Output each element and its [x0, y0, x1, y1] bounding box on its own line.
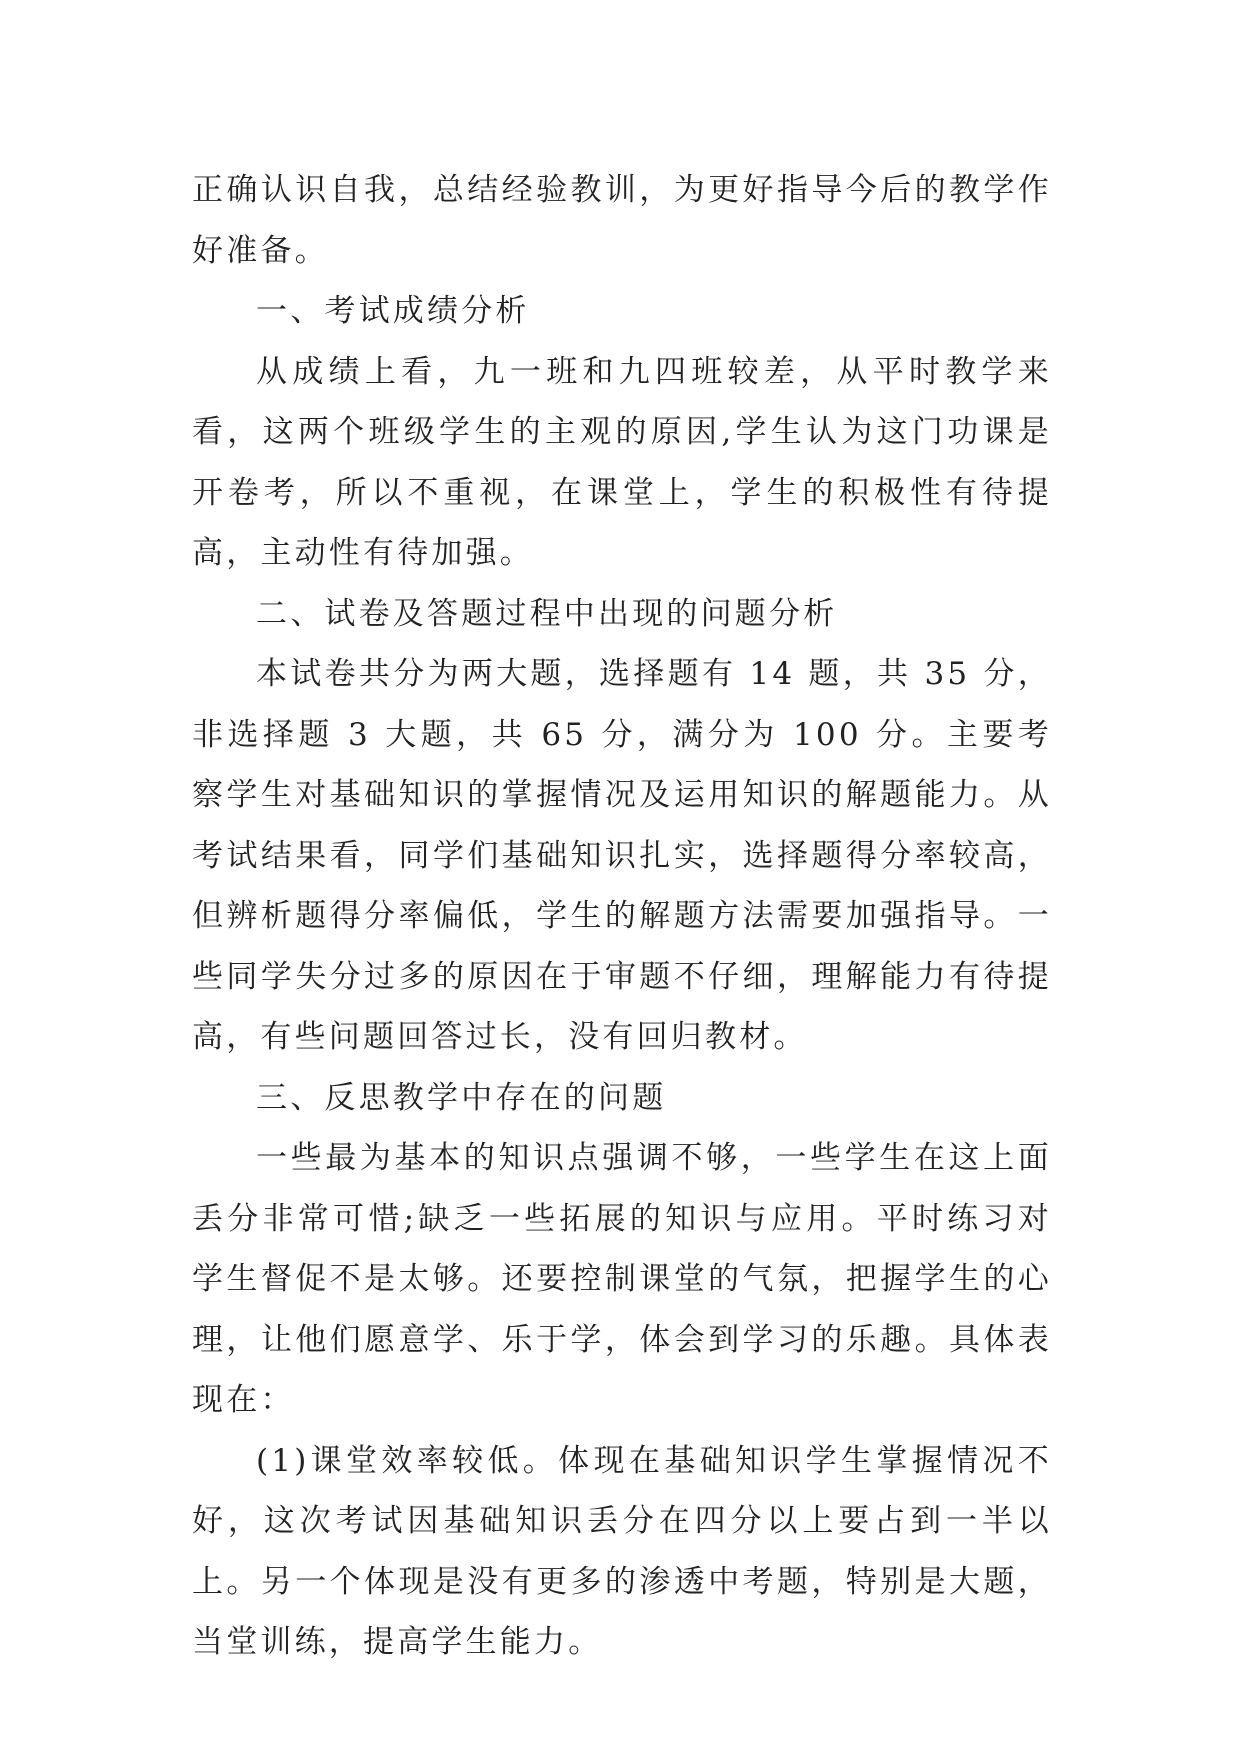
section-heading-teaching-reflection: 三、反思教学中存在的问题	[256, 1079, 667, 1116]
section-heading-paper-problem-analysis: 二、试卷及答题过程中出现的问题分析	[256, 595, 838, 632]
section-heading-exam-score-analysis: 一、考试成绩分析	[256, 293, 530, 329]
paragraph-intro-continuation: 正确认识自我，总结经验教训，为更好指导今后的教学作好准备。	[192, 172, 1052, 269]
list-item-classroom-efficiency: (1)课堂效率较低。体现在基础知识学生掌握情况不好，这次考试因基础知识丢分在四分以上要占到一半以上。另一个体现是没有更多的渗透中考题，特别是大题，当堂训练，提高学生能力。	[192, 1442, 1052, 1660]
document-body	[192, 160, 1052, 1673]
paragraph-teaching-reflection: 一些最为基本的知识点强调不够，一些学生在这上面丢分非常可惜;缺乏一些拓展的知识与应用。平时练习对学生督促不是太够。还要控制课堂的气氛，把握学生的心理，让他们愿意学、乐于学，体会到学习的乐趣。具体表现在：	[192, 1140, 1052, 1418]
paragraph-score-analysis: 从成绩上看，九一班和九四班较差，从平时教学来看，这两个班级学生的主观的原因,学生认为这门功课是开卷考，所以不重视，在课堂上，学生的积极性有待提高，主动性有待加强。	[192, 353, 1052, 571]
paragraph-paper-analysis: 本试卷共分为两大题，选择题有 14 题，共 35 分，非选择题 3 大题，共 65 分，满分为 100 分。主要考察学生对基础知识的掌握情况及运用知识的解题能力。从考试结果看，同学们基础知识扎实，选择题得分率较高，但辨析题得分率偏低，学生的解题方法需要加强指导。一些同学失分过多的原因在于审题不仔细，理解能力有待提高，有些问题回答过长，没有回归教材。	[192, 656, 1052, 1055]
